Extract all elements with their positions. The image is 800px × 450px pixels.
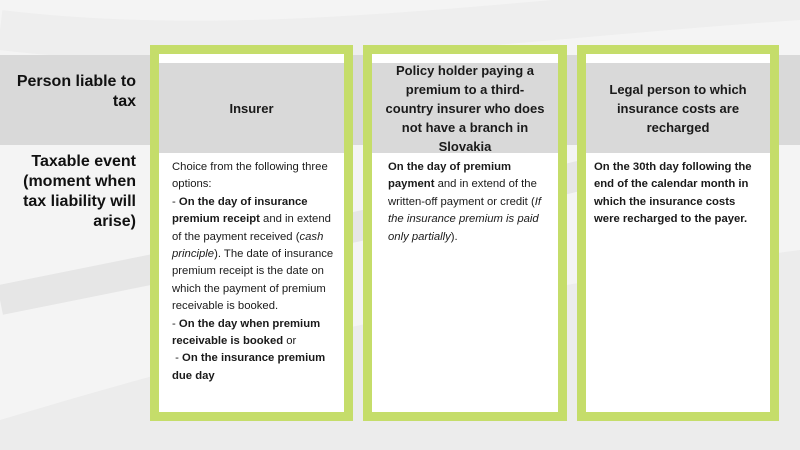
option-1-title: On the day of insurance premium receipt: [172, 195, 308, 226]
option-3-title: On the insurance premium due day: [172, 352, 326, 382]
dash: -: [172, 352, 183, 365]
row-label-person-liable: Person liable to tax: [16, 73, 136, 110]
body-italic: If the insurance premium is paid only partially: [388, 195, 541, 243]
dash: -: [172, 195, 179, 208]
body-bold: On the day of premium payment: [388, 161, 512, 191]
column-legal-person: [577, 45, 779, 421]
column-header: Insurer: [159, 63, 344, 153]
body-text-2: ).: [450, 230, 458, 243]
dash: -: [172, 317, 179, 330]
column-body: [372, 153, 558, 412]
column-header: Policy holder paying a premium to a third-country insurer who does not have a branch in Slovakia: [372, 63, 558, 153]
column-policy-holder: [363, 45, 567, 421]
option-2-text: or: [283, 335, 297, 348]
column-body: [159, 153, 344, 412]
column-header: Legal person to which insurance costs are recharged: [586, 63, 770, 153]
option-1-text: and in extend of the payment received (: [172, 213, 331, 243]
column-body: [586, 153, 770, 412]
option-2-title: On the day when premium receivable is booked: [172, 317, 321, 348]
column-insurer: [150, 45, 353, 421]
option-1-text-2: ). The date of insurance premium receipt is the date on which the payment of premium receivable is booked.: [172, 248, 334, 313]
option-1-italic: cash principle: [172, 230, 324, 261]
body-text: and in extend of the written-off payment or credit (: [388, 178, 537, 208]
row-label-taxable-event: Taxable event (moment when tax liability will arise): [23, 153, 136, 230]
intro-text: Choice from the following three options:: [172, 161, 328, 191]
body-bold: On the 30th day following the end of the calendar month in which the insurance costs were recharged to the payer.: [594, 161, 752, 226]
